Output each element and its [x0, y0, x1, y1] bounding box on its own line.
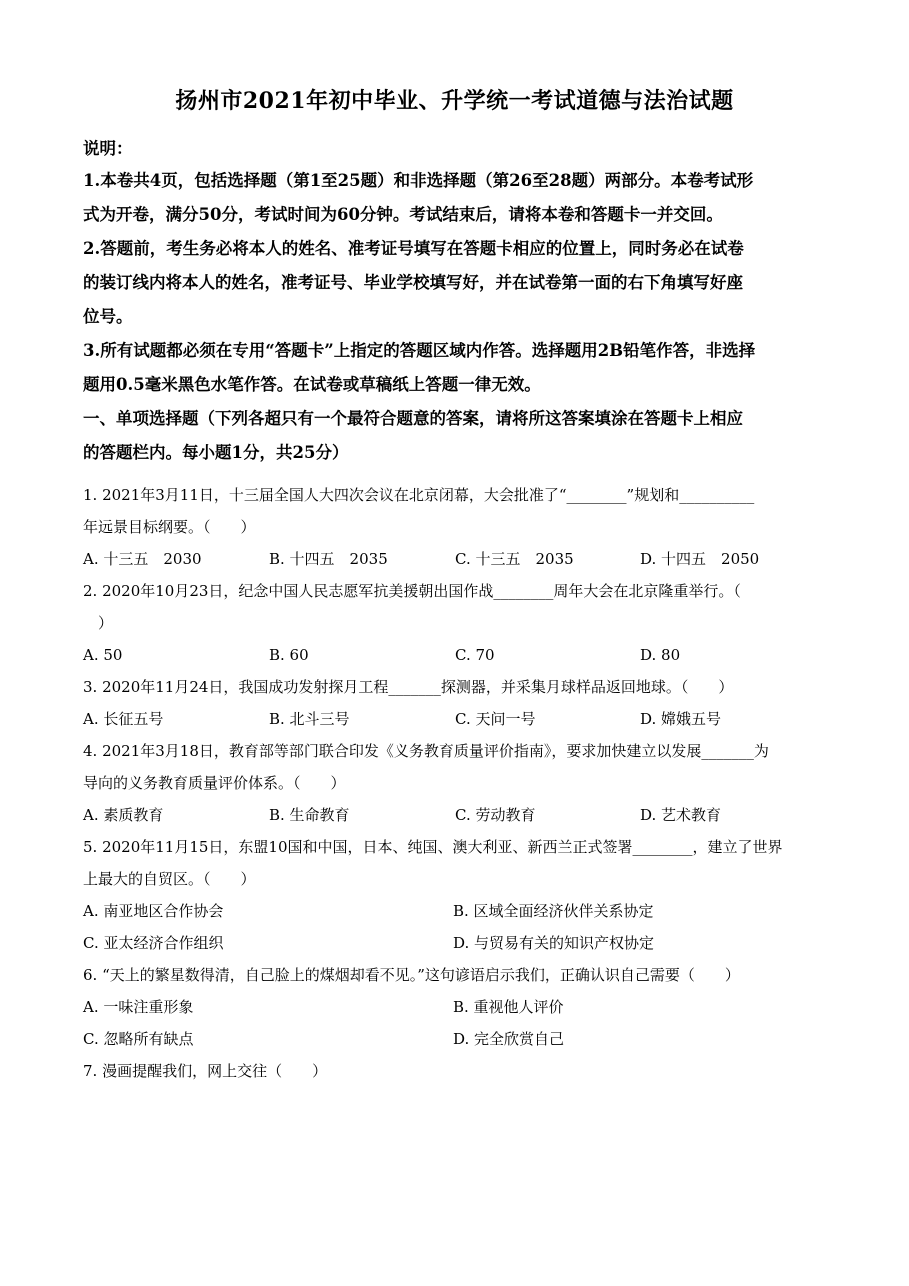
options-row [83, 991, 828, 1023]
question-text: 6. “天上的繁星数得清，自己脸上的煤烟却看不见。”这句谚语启示我们，正确认识自己需要（ ） [83, 966, 740, 984]
option-c[interactable]: C. 十三五 2035 [455, 550, 574, 568]
question-text: 2. 2020年10月23日，纪念中国人民志愿军抗美援朝出国作战________周年大会在北京隆重举行。（ [83, 582, 741, 600]
option-d[interactable]: D. 十四五 2050 [640, 550, 760, 568]
option-b[interactable]: B. 生命教育 [269, 806, 350, 824]
options-row [83, 799, 828, 831]
options-row [83, 895, 828, 927]
option-a[interactable]: A. 一味注重形象 [83, 998, 194, 1016]
option-b[interactable]: B. 北斗三号 [269, 710, 350, 728]
option-d[interactable]: D. 与贸易有关的知识产权协定 [453, 934, 655, 952]
instruction-line: 式为开卷，满分50分，考试时间为60分钟。考试结束后，请将本卷和答题卡一并交回。 [83, 205, 723, 224]
option-d[interactable]: D. 完全欣赏自己 [453, 1030, 565, 1048]
question-7 [83, 1055, 828, 1087]
question-2 [83, 575, 828, 671]
option-a[interactable]: A. 50 [83, 646, 123, 664]
option-c[interactable]: C. 劳动教育 [455, 806, 536, 824]
section-heading: 一、单项选择题（下列各超只有一个最符合题意的答案，请将所这答案填涂在答题卡上相应 [83, 409, 743, 428]
option-d[interactable]: D. 80 [640, 646, 681, 664]
option-d[interactable]: D. 嫦娥五号 [640, 710, 722, 728]
question-6 [83, 959, 828, 1055]
question-text: 7. 漫画提醒我们，网上交往（ ） [83, 1062, 328, 1080]
page-title: 扬州市2021年初中毕业、升学统一考试道德与法治试题 [175, 88, 734, 114]
question-text: 导向的义务教育质量评价体系。（ ） [83, 774, 346, 792]
options-row [83, 639, 828, 671]
option-a[interactable]: A. 南亚地区合作协会 [83, 902, 224, 920]
instructions-heading: 说明： [83, 139, 133, 158]
options-row [83, 927, 828, 959]
question-text: ） [83, 614, 114, 632]
question-text: 年远景目标纲要。（ ） [83, 518, 256, 536]
option-c[interactable]: C. 天问一号 [455, 710, 536, 728]
instruction-line: 位号。 [83, 307, 133, 326]
question-text: 5. 2020年11月15日，东盟10国和中国，日本、纯国、澳大利亚、新西兰正式签署________，建立了世界 [83, 838, 783, 856]
question-5 [83, 831, 828, 959]
question-text: 1. 2021年3月11日，十三届全国人大四次会议在北京闭幕，大会批准了“________”规划和__________ [83, 486, 755, 504]
instruction-line: 的装订线内将本人的姓名，准考证号、毕业学校填写好，并在试卷第一面的右下角填写好座 [83, 273, 743, 292]
option-b[interactable]: B. 重视他人评价 [453, 998, 564, 1016]
option-b[interactable]: B. 区域全面经济伙伴关系协定 [453, 902, 654, 920]
option-c[interactable]: C. 忽略所有缺点 [83, 1030, 194, 1048]
option-b[interactable]: B. 60 [269, 646, 309, 664]
option-c[interactable]: C. 亚太经济合作组织 [83, 934, 224, 952]
option-d[interactable]: D. 艺术教育 [640, 806, 722, 824]
instruction-line: 1.本卷共4页，包括选择题（第1至25题）和非选择题（第26至28题）两部分。本卷考试形 [83, 171, 754, 190]
option-a[interactable]: A. 长征五号 [83, 710, 164, 728]
question-4 [83, 735, 828, 831]
option-a[interactable]: A. 十三五 2030 [83, 550, 202, 568]
options-row [83, 1023, 828, 1055]
question-3 [83, 671, 828, 735]
option-a[interactable]: A. 素质教育 [83, 806, 164, 824]
option-b[interactable]: B. 十四五 2035 [269, 550, 388, 568]
instructions [83, 134, 828, 470]
question-text: 上最大的自贸区。（ ） [83, 870, 256, 888]
section-heading: 的答题栏内。每小题1分，共25分） [83, 443, 349, 462]
option-c[interactable]: C. 70 [455, 646, 495, 664]
instruction-line: 2.答题前，考生务必将本人的姓名、准考证号填写在答题卡相应的位置上，同时务必在试卷 [83, 239, 744, 258]
options-row [83, 543, 828, 575]
question-text: 4. 2021年3月18日，教育部等部门联合印发《义务教育质量评价指南》，要求加快建立以发展_______为 [83, 742, 769, 760]
instruction-line: 题用0.5毫米黑色水笔作答。在试卷或草稿纸上答题一律无效。 [83, 375, 541, 394]
question-list [83, 479, 828, 1087]
instruction-line: 3.所有试题都必须在专用“答题卡”上指定的答题区域内作答。选择题用2B铅笔作答，非选择 [83, 341, 756, 360]
question-text: 3. 2020年11月24日，我国成功发射探月工程_______探测器，并采集月球样品返回地球。（ ） [83, 678, 734, 696]
options-row [83, 703, 828, 735]
question-1 [83, 479, 828, 575]
